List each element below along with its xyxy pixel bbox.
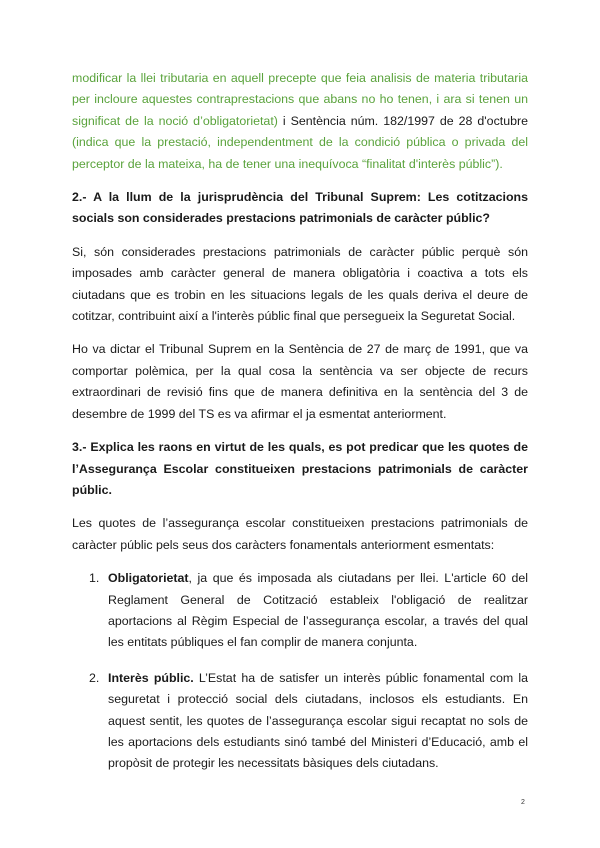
list-item (72, 668, 528, 775)
intro-green-text-1: modificar la llei tributaria en aquell precepte que feia analisis de materia tributaria per incloure aquestes contraprestacions que abans no ho tenen, i ara si tenen un significat de la noció d’obligatorietat) (72, 71, 528, 128)
list-item-text: L’Estat ha de satisfer un interès públic fonamental com la seguretat i protecció social dels ciutadans, inclosos els estudiants. En aquest sentit, les quotes de l’assegurança escolar sigui recaptat no sols de les aportacions dels estudiants sinó també del Ministeri d’Educació, amb el propòsit de protegir les necessitats bàsiques dels ciutadans. (108, 670, 529, 771)
section-2-paragraph-2: Ho va dictar el Tribunal Suprem en la Sentència de 27 de març de 1991, que va comportar polèmica, per la qual cosa la sentència va ser objecte de recurs extraordinari de revisió fins que de manera definitiva en la sentència del 3 de desembre de 1999 del TS es va afirmar el ja esmentat anteriorment. (72, 342, 528, 421)
list-item-title: Interès públic. (108, 670, 194, 685)
document-page (72, 68, 528, 789)
section-3-paragraph: Les quotes de l’assegurança escolar constitueixen prestacions patrimonials de caràcter públic pels seus dos caràcters fonamentals anteriorment esmentats: (72, 516, 528, 552)
list-item-number: 2. (89, 670, 100, 685)
section-3-list (72, 568, 528, 775)
section-2-heading: 2.- A la llum de la jurisprudència del Tribunal Suprem: Les cotitzacions socials son considerades prestacions patrimonials de caràcter públic? (72, 190, 528, 226)
intro-green-text-2: (indica que la prestació, independentment de la condició pública o privada del perceptor de la mateixa, ha de tener una inequívoca “finalitat d'interès públic”). (72, 135, 528, 171)
list-item-text: , ja que és imposada als ciutadans per llei. L'article 60 del Reglament General de Cotització estableix l'obligació de realitzar aportacions al Règim Especial de l’assegurança escolar, a través del qual les entitats públiques el fan complir de manera conjunta. (108, 571, 528, 650)
list-item (72, 568, 528, 654)
section-2-paragraph-1: Si, són considerades prestacions patrimonials de caràcter públic perquè són imposades amb caràcter general de manera obligatòria i coactiva a tots els ciutadans que es trobin en les situacions legals de les quals deriva el deure de cotitzar, contribuint així a l'interès públic final que persegueix la Seguretat Social. (72, 244, 528, 324)
section-3-heading: 3.- Explica les raons en virtut de les quals, es pot predicar que les quotes de l’Assegurança Escolar constitueixen prestacions patrimonials de caràcter públic. (72, 440, 528, 497)
list-item-number: 1. (89, 571, 100, 586)
intro-black-text: i Sentència núm. 182/1997 de 28 d'octubre (277, 113, 529, 128)
page-number: 2 (521, 799, 525, 806)
list-item-title: Obligatorietat (108, 571, 189, 586)
intro-paragraph (72, 68, 528, 175)
